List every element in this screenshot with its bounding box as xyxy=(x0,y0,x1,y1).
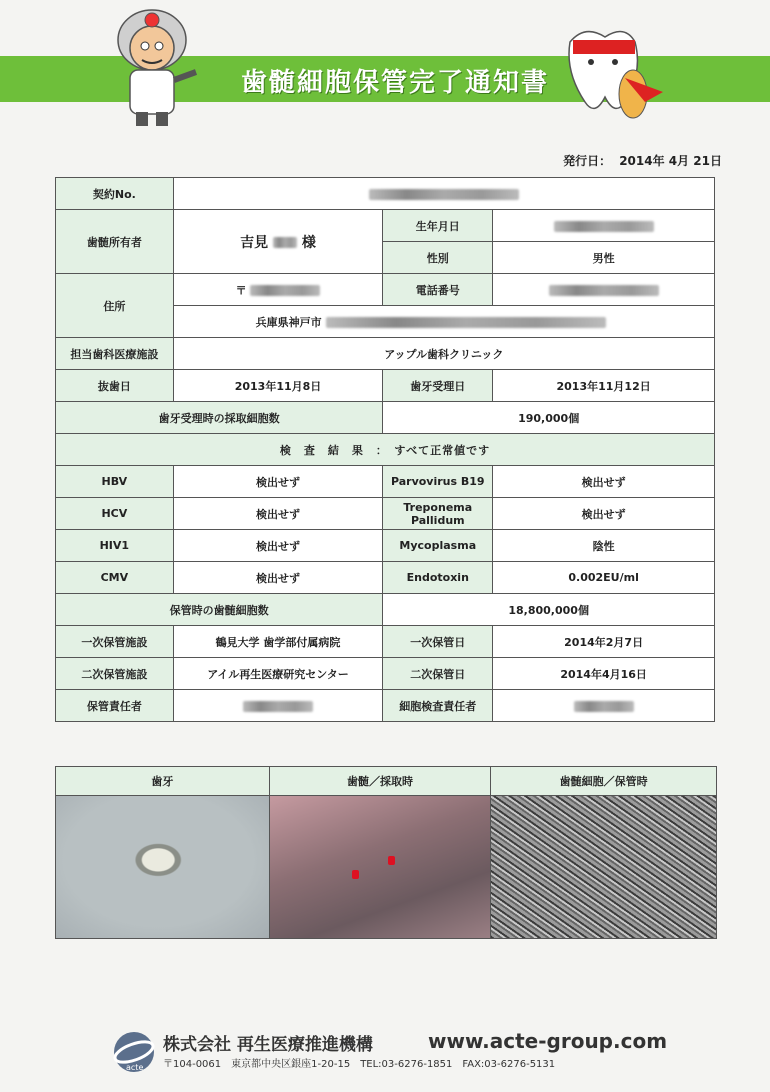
issue-date-label: 発行日： xyxy=(563,154,612,168)
company-address xyxy=(163,1055,565,1070)
secondary-date-label: 二次保管日 xyxy=(383,658,493,690)
photo-heading-cells: 歯髄細胞／保管時 xyxy=(491,767,717,796)
primary-facility-value: 鶴見大学 歯学部付属病院 xyxy=(173,626,383,658)
primary-facility-label: 一次保管施設 xyxy=(56,626,174,658)
logo-text: acte xyxy=(126,1063,144,1072)
birth-value xyxy=(493,210,715,242)
cells-label: 歯牙受理時の採取細胞数 xyxy=(56,402,383,434)
fax: FAX:03-6276-5131 xyxy=(462,1059,556,1070)
page-title: 歯髄細胞保管完了通知書 xyxy=(240,68,549,98)
address-text: 兵庫県神戸市 xyxy=(255,315,322,329)
company-name: 株式会社 再生医療推進機構 xyxy=(163,1035,373,1055)
doctor-mascot-icon xyxy=(100,2,210,130)
postal-value xyxy=(173,274,383,306)
postal-code: 〒104-0061 xyxy=(163,1059,222,1070)
contract-value xyxy=(173,178,714,210)
redacted-birth xyxy=(554,221,654,232)
test-label-right: Mycoplasma xyxy=(383,530,493,562)
test-value-right: 0.002EU/ml xyxy=(493,562,715,594)
contract-label: 契約No. xyxy=(56,178,174,210)
primary-date-value: 2014年2月7日 xyxy=(493,626,715,658)
test-label-right: Treponema Pallidum xyxy=(383,498,493,530)
receipt-label: 歯牙受理日 xyxy=(383,370,493,402)
redacted-phone xyxy=(549,285,659,296)
gender-label: 性別 xyxy=(383,242,493,274)
test-value-left: 検出せず xyxy=(173,498,383,530)
test-value-left: 検出せず xyxy=(173,466,383,498)
stored-cells-value: 18,800,000個 xyxy=(383,594,715,626)
test-label-left: HIV1 xyxy=(56,530,174,562)
test-value-left: 検出せず xyxy=(173,530,383,562)
birth-label: 生年月日 xyxy=(383,210,493,242)
cells-image xyxy=(491,796,716,938)
storage-manager-value xyxy=(173,690,383,722)
issue-date-value: 2014年 4月 21日 xyxy=(619,154,722,168)
test-label-right: Parvovirus B19 xyxy=(383,466,493,498)
photo-heading-pulp: 歯髄／採取時 xyxy=(269,767,491,796)
redacted-postal xyxy=(250,285,320,296)
website-link[interactable]: www.acte-group.com xyxy=(428,1029,668,1053)
owner-name: 吉見 xyxy=(240,234,269,251)
stored-cells-label: 保管時の歯髄細胞数 xyxy=(56,594,383,626)
cells-value: 190,000個 xyxy=(383,402,715,434)
phone-label: 電話番号 xyxy=(383,274,493,306)
telephone: TEL:03-6276-1851 xyxy=(360,1059,453,1070)
gender-value: 男性 xyxy=(493,242,715,274)
owner-suffix: 様 xyxy=(301,234,316,251)
storage-manager-label: 保管責任者 xyxy=(56,690,174,722)
test-value-right: 検出せず xyxy=(493,498,715,530)
clinic-label: 担当歯科医療施設 xyxy=(56,338,174,370)
tooth-mascot-icon xyxy=(555,22,670,134)
test-label-right: Endotoxin xyxy=(383,562,493,594)
redacted-manager xyxy=(243,701,313,712)
pulp-specimen xyxy=(388,856,395,865)
street-address: 東京都中央区銀座1-20-15 xyxy=(231,1059,351,1070)
tooth-image xyxy=(56,796,269,938)
photo-table xyxy=(55,766,717,939)
redacted-inspector xyxy=(574,701,634,712)
secondary-facility-label: 二次保管施設 xyxy=(56,658,174,690)
test-value-right: 検出せず xyxy=(493,466,715,498)
extraction-value: 2013年11月8日 xyxy=(173,370,383,402)
cell-inspector-label: 細胞検査責任者 xyxy=(383,690,493,722)
issue-date xyxy=(555,152,722,169)
receipt-value: 2013年11月12日 xyxy=(493,370,715,402)
pulp-image xyxy=(270,796,491,938)
tooth-photo xyxy=(56,796,270,939)
result-summary: 検 査 結 果 ： すべて正常値です xyxy=(56,434,715,466)
photo-heading-tooth: 歯牙 xyxy=(56,767,270,796)
clinic-value: アップル歯科クリニック xyxy=(173,338,714,370)
redacted-name xyxy=(273,237,297,248)
address-value xyxy=(173,306,714,338)
test-label-left: CMV xyxy=(56,562,174,594)
test-label-left: HBV xyxy=(56,466,174,498)
owner-value xyxy=(173,210,383,274)
test-value-right: 陰性 xyxy=(493,530,715,562)
cells-photo xyxy=(491,796,717,939)
extraction-label: 抜歯日 xyxy=(56,370,174,402)
primary-date-label: 一次保管日 xyxy=(383,626,493,658)
address-label: 住所 xyxy=(56,274,174,338)
phone-value xyxy=(493,274,715,306)
pulp-specimen xyxy=(352,870,359,879)
secondary-facility-value: アイル再生医療研究センター xyxy=(173,658,383,690)
postal-prefix: 〒 xyxy=(235,283,247,297)
test-value-left: 検出せず xyxy=(173,562,383,594)
cell-inspector-value xyxy=(493,690,715,722)
test-label-left: HCV xyxy=(56,498,174,530)
owner-label: 歯髄所有者 xyxy=(56,210,174,274)
redacted-address xyxy=(326,317,606,328)
secondary-date-value: 2014年4月16日 xyxy=(493,658,715,690)
redacted-contract xyxy=(369,189,519,200)
acte-logo-icon xyxy=(112,1030,156,1074)
notification-table xyxy=(55,177,715,722)
pulp-photo xyxy=(269,796,491,939)
